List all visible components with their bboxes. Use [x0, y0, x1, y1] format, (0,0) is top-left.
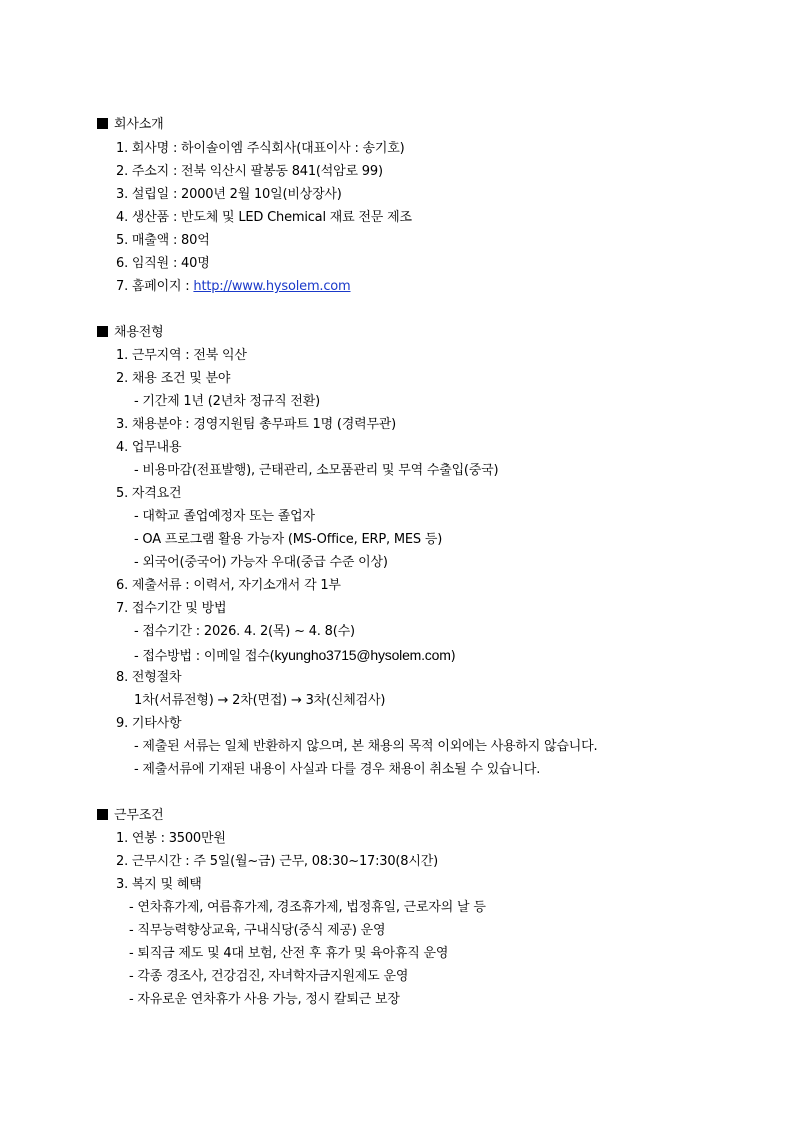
section-heading-recruit — [97, 324, 163, 342]
recruit-documents-line: 6. 제출서류 : 이력서, 자기소개서 각 1부 — [116, 578, 341, 593]
recruit-qualification-detail: - 대학교 졸업예정자 또는 졸업자 — [134, 509, 315, 524]
conditions-salary-line: 1. 연봉 : 3500만원 — [116, 831, 226, 846]
recruit-location-line: 1. 근무지역 : 전북 익산 — [116, 348, 247, 363]
benefit-item: - 연차휴가제, 여름휴가제, 경조휴가제, 법정휴일, 근로자의 날 등 — [129, 900, 486, 915]
homepage-link[interactable]: http://www.hysolem.com — [193, 279, 351, 294]
benefit-item: - 직무능력향상교육, 구내식당(중식 제공) 운영 — [129, 923, 386, 938]
homepage-label: 7. 홈페이지 : — [116, 279, 194, 294]
company-products-line: 4. 생산품 : 반도체 및 LED Chemical 재료 전문 제조 — [116, 210, 412, 225]
conditions-welfare-line: 3. 복지 및 혜택 — [116, 877, 202, 892]
benefit-item: - 퇴직금 제도 및 4대 보험, 산전 후 휴가 및 육아휴직 운영 — [129, 946, 449, 961]
conditions-hours-line: 2. 근무시간 : 주 5일(월~금) 근무, 08:30~17:30(8시간) — [116, 854, 438, 869]
recruit-qualification-detail: - OA 프로그램 활용 가능자 (MS-Office, ERP, MES 등) — [134, 532, 443, 547]
apply-email: kyungho3715@hysolem.com — [274, 647, 451, 663]
recruit-period-detail: - 접수기간 : 2026. 4. 2(목) ~ 4. 8(수) — [134, 624, 355, 639]
section-title: 근무조건 — [114, 808, 164, 823]
recruit-condition-detail: - 기간제 1년 (2년차 정규직 전환) — [134, 394, 320, 409]
recruit-condition-line: 2. 채용 조건 및 분야 — [116, 371, 231, 386]
benefit-item: - 각종 경조사, 건강검진, 자녀학자금지원제도 운영 — [129, 969, 409, 984]
company-founded-line: 3. 설립일 : 2000년 2월 10일(비상장사) — [116, 187, 342, 202]
recruit-duties-line: 4. 업무내용 — [116, 440, 182, 455]
recruit-method-detail — [134, 646, 456, 664]
square-bullet-icon — [97, 809, 108, 820]
company-name-line: 1. 회사명 : 하이솔이엠 주식회사(대표이사 : 송기호) — [116, 141, 405, 156]
apply-method-label: - 접수방법 : 이메일 접수( — [134, 649, 275, 664]
section-title: 채용전형 — [114, 325, 164, 340]
recruit-period-line: 7. 접수기간 및 방법 — [116, 601, 227, 616]
recruit-process-detail: 1차(서류전형) → 2차(면접) → 3차(신체검사) — [134, 693, 386, 708]
company-address-line: 2. 주소지 : 전북 익산시 팔봉동 841(석암로 99) — [116, 164, 383, 179]
recruit-notes-detail: - 제출된 서류는 일체 반환하지 않으며, 본 채용의 목적 이외에는 사용하지 않습니다. — [134, 739, 598, 754]
square-bullet-icon — [97, 326, 108, 337]
recruit-process-line: 8. 전형절차 — [116, 670, 182, 685]
benefit-item: - 자유로운 연차휴가 사용 가능, 정시 칼퇴근 보장 — [129, 992, 400, 1007]
recruit-notes-detail: - 제출서류에 기재된 내용이 사실과 다를 경우 채용이 취소될 수 있습니다. — [134, 762, 541, 777]
company-revenue-line: 5. 매출액 : 80억 — [116, 233, 210, 248]
recruit-notes-line: 9. 기타사항 — [116, 716, 182, 731]
apply-method-close: ) — [450, 649, 456, 664]
company-homepage-line — [116, 278, 351, 296]
company-employees-line: 6. 임직원 : 40명 — [116, 256, 210, 271]
recruit-field-line: 3. 채용분야 : 경영지원팀 총무파트 1명 (경력무관) — [116, 417, 397, 432]
recruit-qualification-line: 5. 자격요건 — [116, 486, 182, 501]
section-heading-company — [97, 116, 163, 134]
square-bullet-icon — [97, 118, 108, 129]
recruit-qualification-detail: - 외국어(중국어) 가능자 우대(중급 수준 이상) — [134, 555, 388, 570]
recruit-duties-detail: - 비용마감(전표발행), 근태관리, 소모품관리 및 무역 수출입(중국) — [134, 463, 499, 478]
section-heading-conditions — [97, 807, 163, 825]
section-title: 회사소개 — [114, 117, 164, 132]
